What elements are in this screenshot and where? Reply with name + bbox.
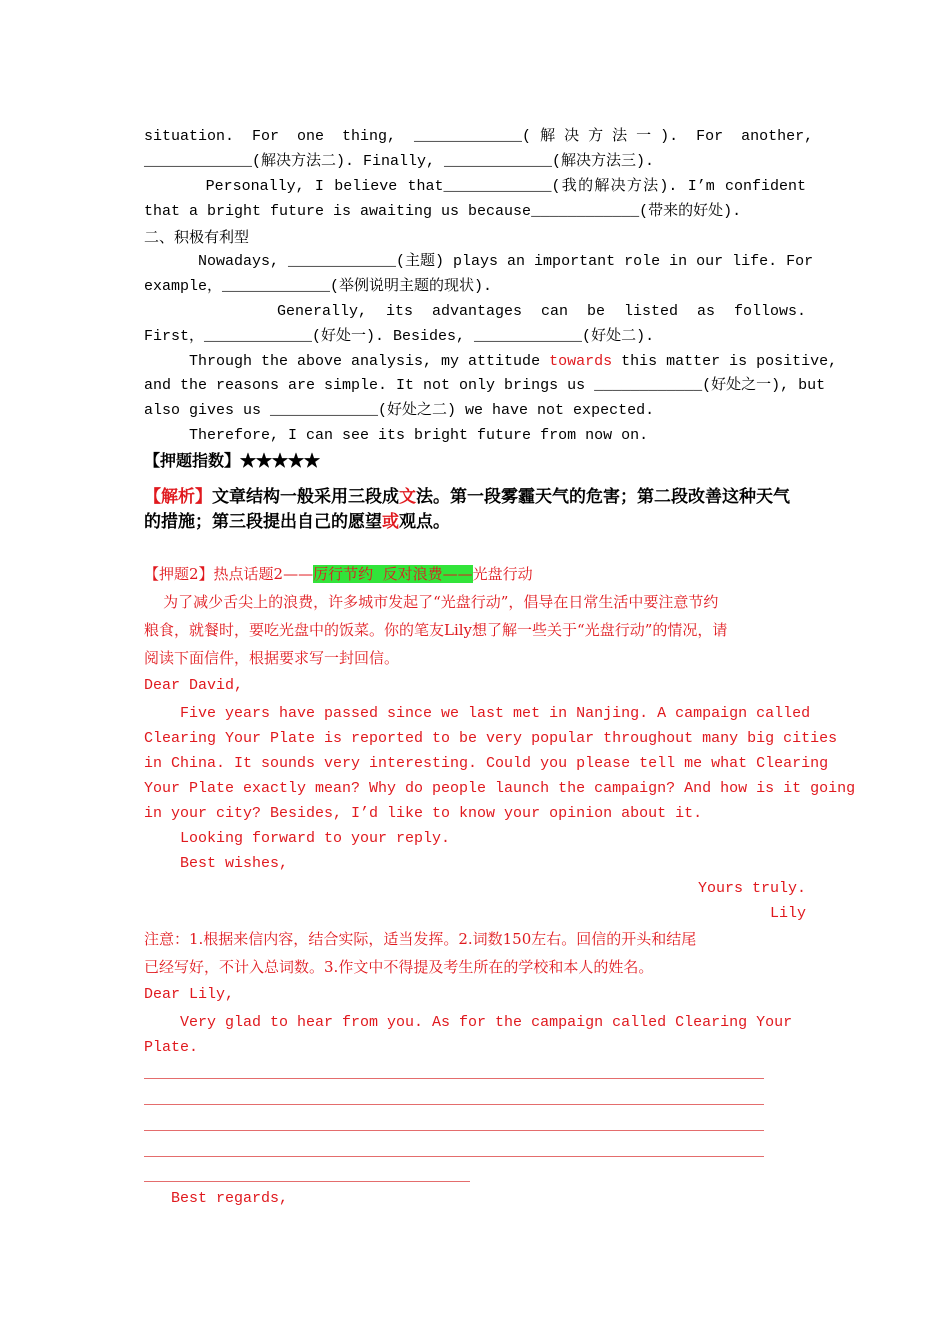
letter-line: in your city? Besides, I’d like to know your opinion about it. xyxy=(144,805,703,822)
letter-line: Looking forward to your reply. xyxy=(144,830,451,847)
text-line: also gives us ____________(好处之二) we have not expected. xyxy=(144,402,655,419)
text-span: 或 xyxy=(382,512,399,532)
text-span: Through the above analysis, my attitude xyxy=(144,353,550,370)
letter-line: in China. It sounds very interesting. Could you please tell me what Clearing xyxy=(144,755,829,772)
text-line: Generally, its advantages can be listed as follows. xyxy=(144,303,806,320)
analysis-line xyxy=(144,511,806,533)
letter-line: Your Plate exactly mean? Why do people launch the campaign? And how is it going xyxy=(144,780,856,797)
text-span: 的措施；第三段提出自己的愿望 xyxy=(144,512,382,532)
text-line: example，____________(举例说明主题的现状). xyxy=(144,278,493,295)
letter-signoff: Yours truly. xyxy=(697,880,806,897)
reply-line: Very glad to hear from you. As for the campaign called Clearing Your xyxy=(144,1014,793,1031)
text-span: 【押题2】热点话题2—— xyxy=(144,565,314,583)
instruction-line: 阅读下面信件，根据要求写一封回信。 xyxy=(144,649,400,667)
reply-closing: Best regards, xyxy=(144,1190,289,1207)
note-line: 已经写好，不计入总词数。3.作文中不得提及考生所在的学校和本人的姓名。 xyxy=(144,958,654,976)
text-span: 光盘行动 xyxy=(472,565,533,583)
text-line xyxy=(144,353,838,371)
analysis-tag: 【解析】 xyxy=(144,487,212,507)
text-span: this matter is positive, xyxy=(612,353,838,370)
answer-blank-line[interactable] xyxy=(144,1156,764,1157)
highlighted-topic: 厉行节约 反对浪费—— xyxy=(313,565,473,583)
letter-line: Best wishes, xyxy=(144,855,289,872)
answer-blank-line[interactable] xyxy=(144,1130,764,1131)
text-span: 文章结构一般采用三段成 xyxy=(212,487,399,507)
letter-signature: Lily xyxy=(769,905,806,922)
reply-line: Plate. xyxy=(144,1039,199,1056)
analysis-line xyxy=(144,486,806,508)
text-span: 文 xyxy=(399,487,416,507)
instruction-line: 粮食，就餐时，要吃光盘中的饭菜。你的笔友Lily想了解一些关于“光盘行动”的情况，请 xyxy=(144,621,728,639)
note-line: 注意：1.根据来信内容，结合实际，适当发挥。2.词数150左右。回信的开头和结尾 xyxy=(144,930,697,948)
text-line: Personally, I believe that____________(我的解决方法). I’m confident xyxy=(144,178,806,195)
highlighted-word: towards xyxy=(549,353,613,370)
text-span: 观点。 xyxy=(399,512,450,532)
letter-salutation: Dear David, xyxy=(144,677,244,694)
answer-blank-line[interactable] xyxy=(144,1104,764,1105)
text-line: and the reasons are simple. It not only brings us ____________(好处之一), but xyxy=(144,377,826,394)
letter-line: Five years have passed since we last met in Nanjing. A campaign called xyxy=(144,705,811,722)
prediction-index: 【押题指数】★★★★★ xyxy=(144,451,321,470)
text-span: 法。第一段雾霾天气的危害；第二段改善这种天气 xyxy=(416,487,790,507)
answer-blank-line[interactable] xyxy=(144,1181,470,1182)
text-line: situation. For one thing, ____________( 解 决 方 法 一 ). For another, xyxy=(144,128,814,145)
text-line: Therefore, I can see its bright future from now on. xyxy=(144,427,649,444)
answer-blank-line[interactable] xyxy=(144,1078,764,1079)
section-heading: 二、积极有利型 xyxy=(144,228,250,246)
question-title xyxy=(144,565,806,583)
reply-salutation: Dear Lily, xyxy=(144,986,235,1003)
letter-line: Clearing Your Plate is reported to be very popular throughout many big cities xyxy=(144,730,838,747)
text-line: First，____________(好处一). Besides, ____________(好处二). xyxy=(144,328,655,345)
text-line: ____________(解决方法二). Finally, ____________(解决方法三). xyxy=(144,153,655,170)
text-line: Nowadays, ____________(主题) plays an important role in our life. For xyxy=(144,253,814,270)
instruction-line: 为了减少舌尖上的浪费，许多城市发起了“光盘行动”，倡导在日常生活中要注意节约 xyxy=(144,593,719,611)
text-line: that a bright future is awaiting us because____________(带来的好处). xyxy=(144,203,742,220)
